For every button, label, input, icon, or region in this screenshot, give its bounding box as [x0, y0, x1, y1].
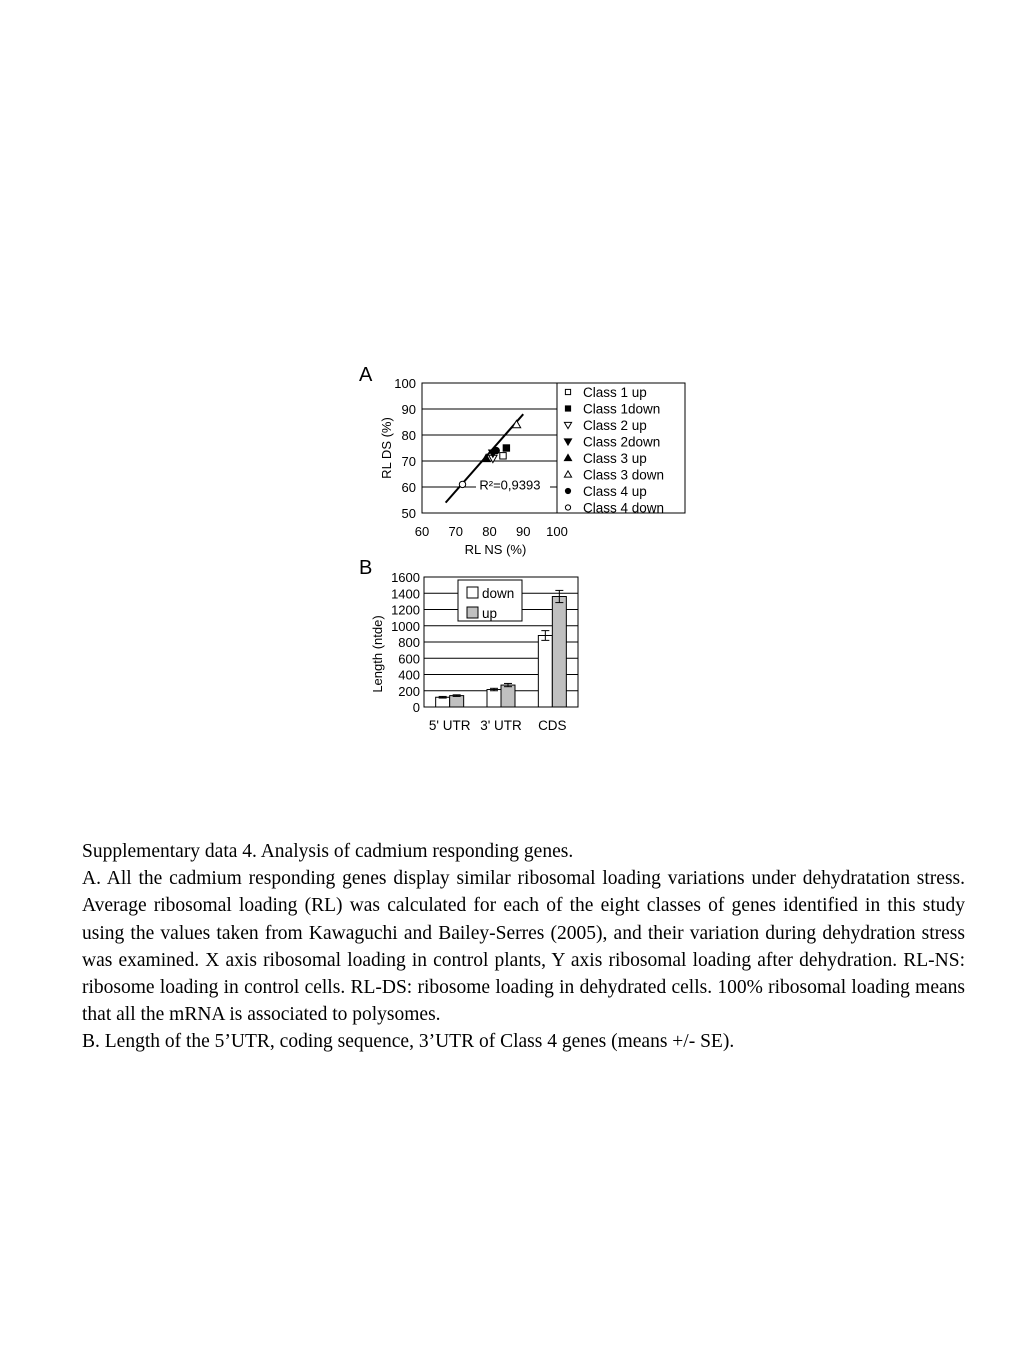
y-tick-label: 1200: [391, 602, 420, 618]
legend-marker: [565, 406, 570, 411]
bar: [487, 690, 501, 707]
x-tick-label: 80: [482, 524, 497, 539]
y-tick-label: 90: [401, 402, 416, 417]
legend-marker: [565, 389, 570, 394]
y-tick-label: 400: [398, 667, 420, 683]
bar: [552, 597, 566, 708]
panel-b-label: B: [359, 557, 373, 579]
caption-title: Supplementary data 4. Analysis of cadmium responding genes.: [82, 841, 574, 862]
bar: [436, 697, 450, 707]
x-tick-label: 3' UTR: [480, 718, 522, 733]
legend-label: Class 3 down: [583, 467, 665, 483]
y-tick-label: 70: [401, 454, 416, 469]
x-tick-label: 90: [516, 524, 531, 539]
scatter-chart: [379, 376, 685, 557]
legend-label: Class 1 up: [583, 385, 647, 400]
x-axis-title: RL NS (%): [464, 542, 527, 557]
caption-paragraph-b: B. Length of the 5’UTR, coding sequence, 3’UTR of Class 4 genes (means +/- SE).: [82, 1031, 735, 1053]
y-axis-title: Length (ntde): [370, 615, 385, 693]
legend-label: Class 1down: [583, 401, 661, 417]
bar: [501, 685, 515, 707]
panel-a-label: A: [359, 364, 373, 386]
data-point: [503, 445, 509, 451]
r-squared-annotation: R²=0,9393: [479, 477, 541, 493]
data-point: [500, 453, 506, 459]
y-tick-label: 200: [398, 683, 420, 699]
bar: [538, 636, 552, 708]
y-tick-label: 80: [401, 428, 416, 443]
legend-label: Class 2 up: [583, 418, 647, 433]
plot-frame: [422, 383, 557, 513]
legend-label: Class 4 down: [583, 500, 665, 516]
y-tick-label: 60: [401, 480, 416, 495]
x-tick-label: 100: [546, 524, 568, 539]
bar: [450, 696, 464, 707]
y-tick-label: 0: [412, 700, 420, 715]
y-tick-label: 100: [394, 376, 416, 391]
y-tick-label: 1400: [391, 586, 420, 602]
bar-chart: [370, 570, 578, 733]
x-tick-label: 5' UTR: [428, 718, 471, 733]
legend-swatch: [467, 607, 478, 618]
data-point: [459, 481, 465, 487]
data-point: [493, 447, 499, 453]
caption-paragraph-a: A. All the cadmium responding genes display similar ribosomal loading variations under dehydratation stress. Average ribosomal loading (RL) was calculated for each of the eight classes of genes identified in this study using the values taken from Kawaguchi and Bailey-Serres (2005), and their variation during dehydration stress was examined. X axis ribosomal loading in control plants, Y axis ribosomal loading after dehydration. RL-NS: ribosome loading in control cells. RL-DS: ribosome loading in dehydrated cells. 100% ribosomal loading means that all the mRNA is associated to polysomes.: [82, 868, 965, 1026]
y-tick-label: 50: [401, 506, 416, 521]
y-tick-label: 800: [398, 635, 420, 650]
x-tick-label: 60: [414, 524, 430, 539]
legend-label: down: [482, 586, 515, 601]
legend-swatch: [467, 587, 478, 598]
x-tick-label: 70: [448, 524, 463, 539]
x-tick-label: CDS: [538, 718, 567, 733]
y-tick-label: 1000: [391, 618, 420, 634]
legend-label: up: [482, 606, 498, 621]
y-axis-title: RL DS (%): [379, 417, 394, 479]
legend-label: Class 2down: [583, 434, 661, 450]
legend-marker: [565, 488, 570, 493]
legend-marker: [565, 505, 570, 510]
y-tick-label: 1600: [391, 570, 420, 585]
legend-label: Class 3 up: [583, 451, 647, 466]
y-tick-label: 600: [398, 651, 420, 667]
figure-caption: [82, 838, 965, 1056]
legend-label: Class 4 up: [583, 484, 647, 499]
